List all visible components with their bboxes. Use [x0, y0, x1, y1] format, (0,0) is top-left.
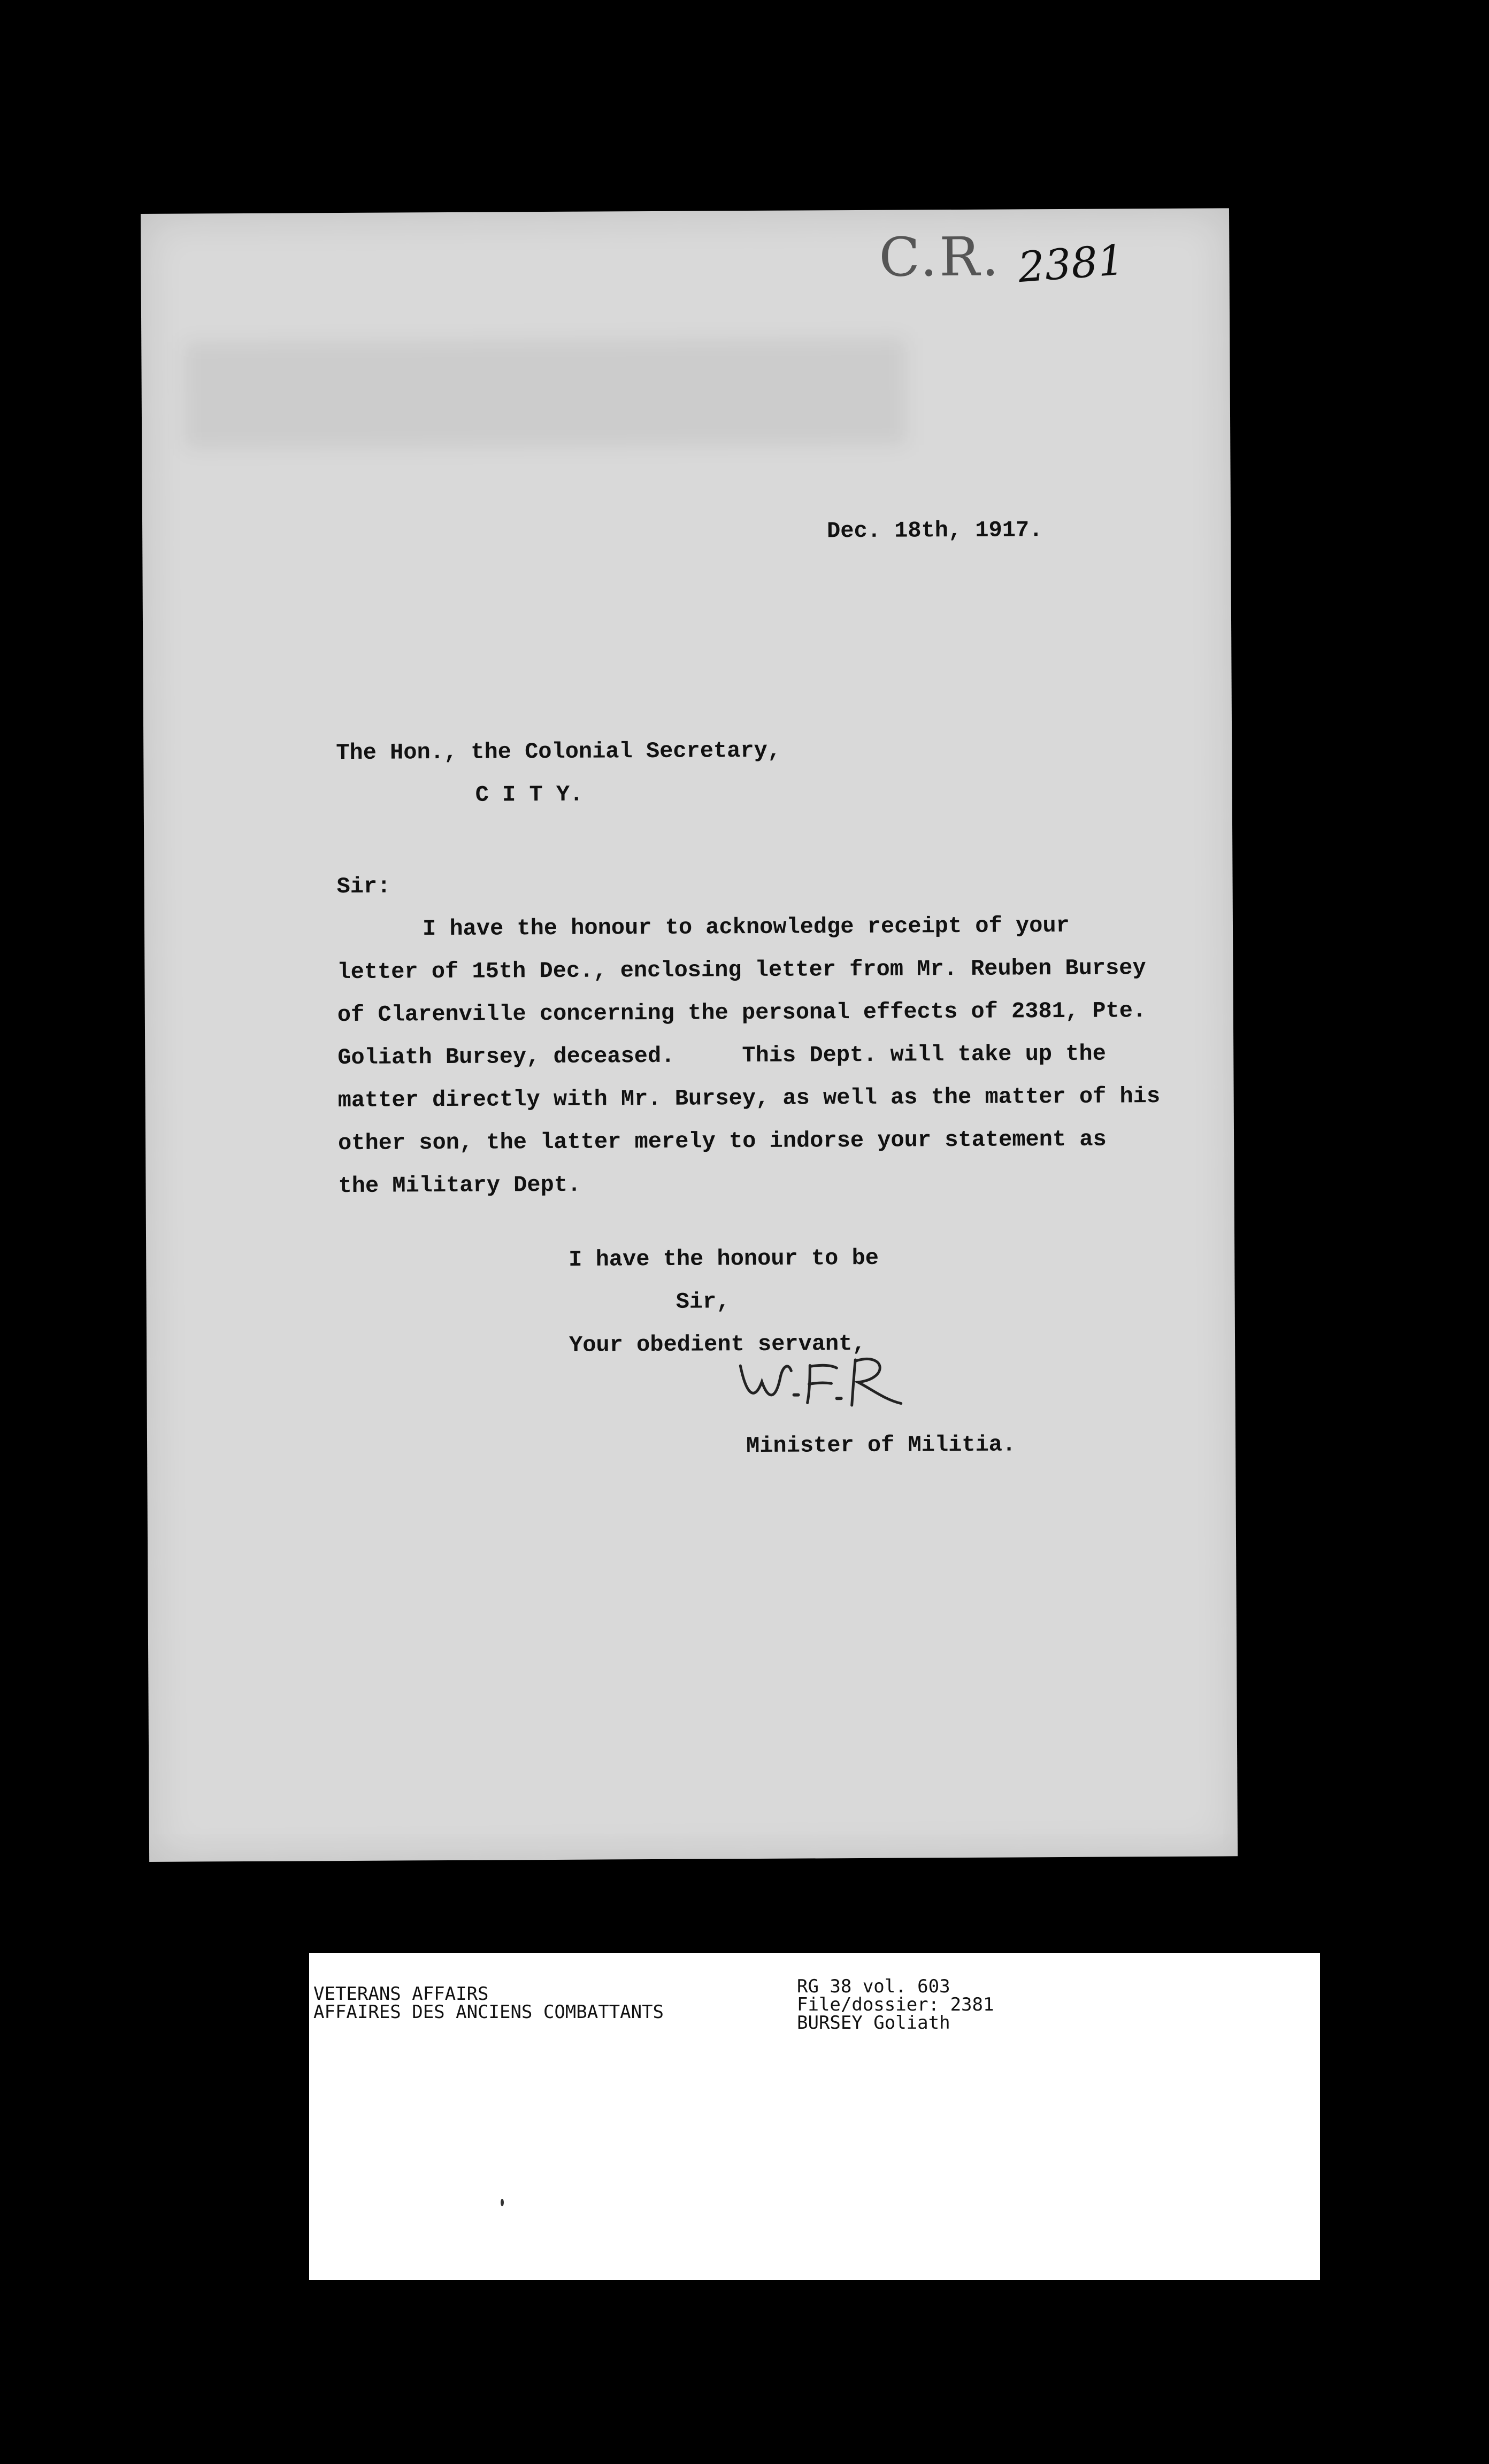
department-name-fr: AFFAIRES DES ANCIENS COMBATTANTS	[313, 2001, 664, 2023]
body-line: of Clarenville concerning the personal effects of 2381, Pte.	[337, 998, 1147, 1028]
file-number: File/dossier: 2381	[797, 1994, 994, 2015]
closing-line: I have the honour to be	[569, 1245, 879, 1273]
department-name-en: VETERANS AFFAIRS	[313, 1983, 489, 2005]
addressee-line: The Hon., the Colonial Secretary,	[336, 737, 781, 766]
body-line: other son, the latter merely to indorse your statement as	[337, 1126, 1107, 1157]
letter-page	[141, 208, 1238, 1862]
subject-name: BURSEY Goliath	[797, 2012, 950, 2034]
dust-speck	[501, 2199, 504, 2206]
body-line: I have the honour to acknowledge receipt of your	[422, 912, 1070, 942]
closing-line: Your obedient servant,	[569, 1330, 866, 1358]
body-line: Goliath Bursey, deceased. This Dept. will take up the	[337, 1041, 1107, 1071]
letter-date: Dec. 18th, 1917.	[826, 517, 1043, 544]
addressee-line: C I T Y.	[475, 781, 584, 808]
record-group-volume: RG 38 vol. 603	[797, 1976, 950, 1997]
salutation: Sir:	[336, 873, 391, 900]
body-line: matter directly with Mr. Bursey, as well as the matter of his	[337, 1083, 1161, 1114]
closing-line: Sir,	[676, 1289, 730, 1315]
archive-label-card	[309, 1953, 1320, 2280]
file-reference-stamp: C.R.	[879, 225, 1001, 289]
body-line: letter of 15th Dec., enclosing letter from Mr. Reuben Bursey	[337, 955, 1146, 985]
signatory-title: Minister of Militia.	[746, 1431, 1016, 1459]
file-reference-number: 2381	[1016, 236, 1126, 292]
handwritten-signature	[730, 1343, 912, 1419]
body-line: the Military Dept.	[338, 1172, 581, 1199]
